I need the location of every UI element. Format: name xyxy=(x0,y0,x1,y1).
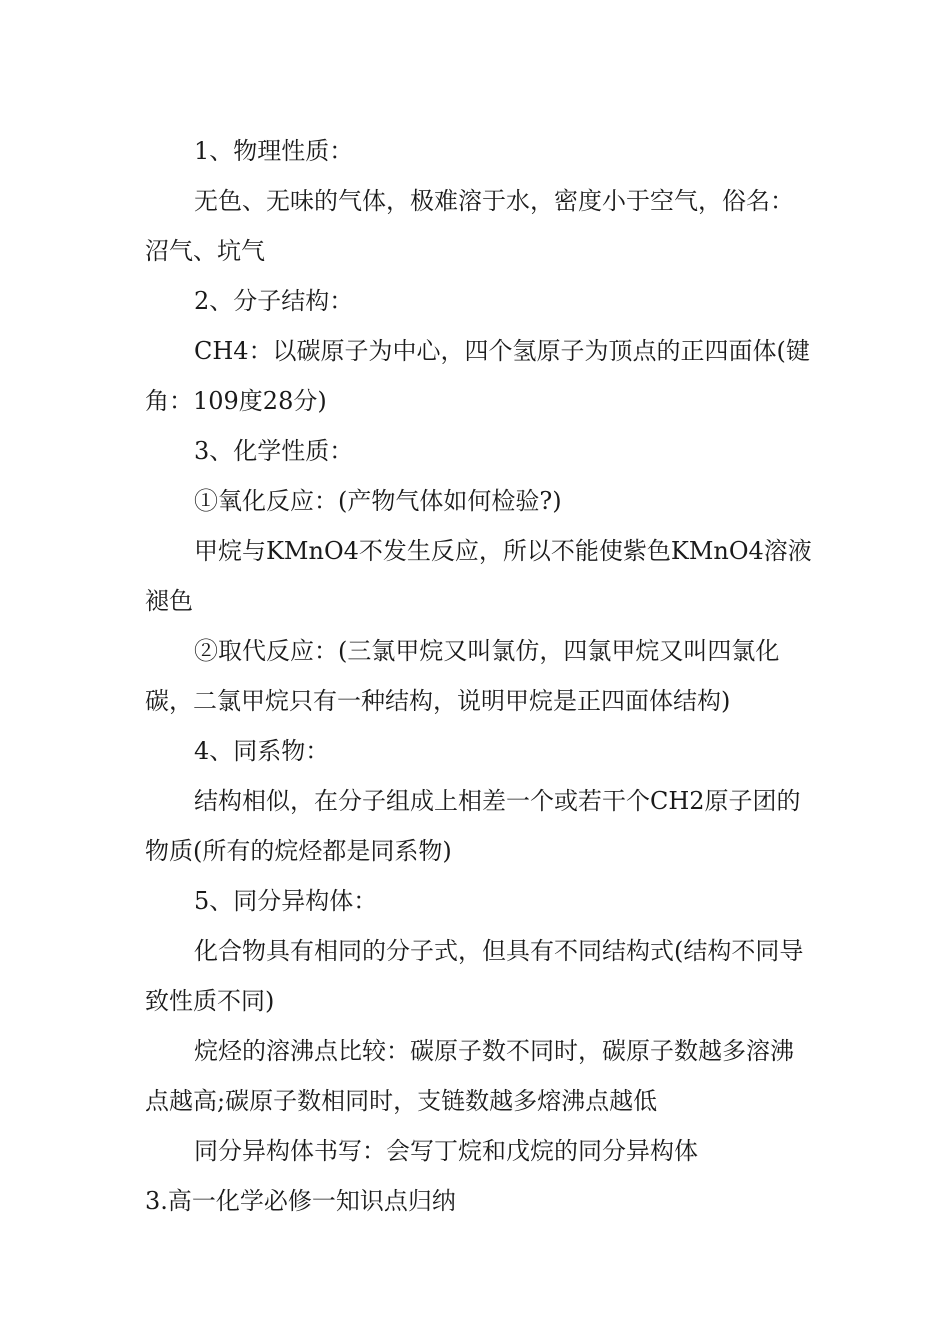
heading-isomers: 5、同分异构体： xyxy=(194,887,378,915)
paragraph-oxidation-reaction: ①氧化反应：(产物气体如何检验?) xyxy=(194,487,562,515)
paragraph-substitution-reaction: ②取代反应：(三氯甲烷又叫氯仿，四氯甲烷又叫四氯化碳，二氯甲烷只有一种结构，说明甲烷是正四面体结构) xyxy=(145,637,780,715)
document-body xyxy=(145,126,815,1226)
paragraph-kmno4: 甲烷与KMnO4不发生反应，所以不能使紫色KMnO4溶液褪色 xyxy=(145,537,812,615)
paragraph-molecular-structure: CH4：以碳原子为中心，四个氢原子为顶点的正四面体(键角：109度28分) xyxy=(145,337,810,415)
paragraph-physical-properties: 无色、无味的气体，极难溶于水，密度小于空气，俗名：沼气、坑气 xyxy=(145,187,794,265)
heading-homologues: 4、同系物： xyxy=(194,737,330,765)
paragraph-boiling-points: 烷烃的溶沸点比较：碳原子数不同时，碳原子数越多溶沸点越高;碳原子数相同时，支链数越多熔沸点越低 xyxy=(145,1037,794,1115)
section-title: 3.高一化学必修一知识点归纳 xyxy=(145,1187,456,1215)
heading-physical-properties: 1、物理性质： xyxy=(194,137,354,165)
paragraph-homologues: 结构相似，在分子组成上相差一个或若干个CH2原子团的物质(所有的烷烃都是同系物) xyxy=(145,787,801,865)
paragraph-isomer-writing: 同分异构体书写：会写丁烷和戊烷的同分异构体 xyxy=(194,1137,698,1165)
paragraph-isomers: 化合物具有相同的分子式，但具有不同结构式(结构不同导致性质不同) xyxy=(145,937,804,1015)
heading-chemical-properties: 3、化学性质： xyxy=(194,437,354,465)
heading-molecular-structure: 2、分子结构： xyxy=(194,287,354,315)
